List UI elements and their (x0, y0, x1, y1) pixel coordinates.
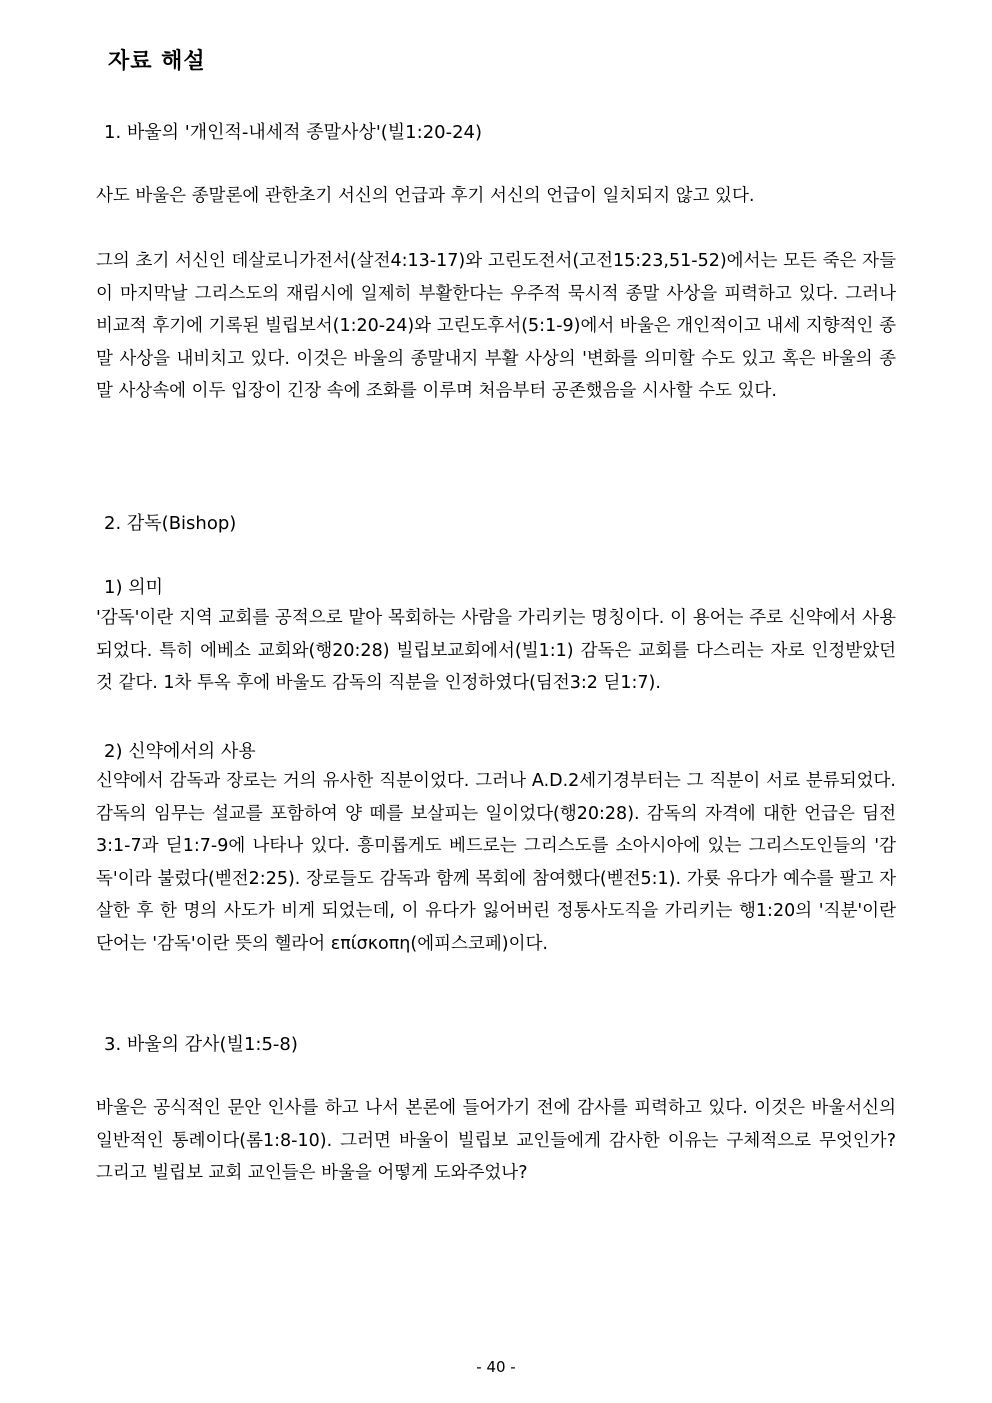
section-1-paragraph-2: 그의 초기 서신인 데살로니가전서(살전4:13-17)와 고린도전서(고전15:23,51-52)에서는 모든 죽은 자들이 마지막날 그리스도의 재림시에 일제히 부활한다는 우주적 묵시적 종말 사상을 피력하고 있다. 그러나 비교적 후기에 기록된 빌립보서(1:20-24)와 고린도후서(5:1-9)에서 바울은 개인적이고 내세 지향적인 종말 사상을 내비치고 있다. 이것은 바울의 종말내지 부활 사상의 '변화를 의미할 수도 있고 혹은 바울의 종말 사상속에 이두 입장이 긴장 속에 조화를 이루며 처음부터 공존했음을 시사할 수도 있다. (96, 251, 896, 401)
section-2-sub-1-paragraph: '감독'이란 지역 교회를 공적으로 맡아 목회하는 사람을 가리키는 명칭이다. 이 용어는 주로 신약에서 사용되었다. 특히 에베소 교회와(행20:28) 빌립보교회에서(빌1:1) 감독은 교회를 다스리는 자로 인정받았던 것 같다. 1차 투옥 후에 바울도 감독의 직분을 인정하였다(딤전3:2 딛1:7). (96, 608, 896, 693)
section-3-heading: 3. 바울의 감사(빌1:5-8) (104, 1034, 298, 1055)
page-number: - 40 - (476, 1358, 516, 1376)
section-2-sub-2-heading: 2) 신약에서의 사용 (104, 741, 256, 762)
section-2-heading: 2. 감독(Bishop) (104, 513, 237, 534)
section-2-sub-2-paragraph: 신약에서 감독과 장로는 거의 유사한 직분이었다. 그러나 A.D.2세기경부터는 그 직분이 서로 분류되었다. 감독의 임무는 설교를 포함하여 양 떼를 보살피는 일이었다(행20:28). 감독의 자격에 대한 언급은 딤전 3:1-7과 딛1:7-9에 나타나 있다. 흥미롭게도 베드로는 그리스도를 소아시아에 있는 그리스도인들의 '감독'이라 불렀다(벧전2:25). 장로들도 감독과 함께 목회에 참여했다(벧전5:1). 가룟 유다가 예수를 팔고 자살한 후 한 명의 사도가 비게 되었는데, 이 유다가 잃어버린 정통사도직을 가리키는 행1:20의 '직분'이란 단어는 '감독'이란 뜻의 헬라어 επίσκοπη(에피스코페)이다. (96, 771, 896, 954)
page-title: 자료 해설 (108, 49, 206, 74)
section-1-paragraph-1: 사도 바울은 종말론에 관한초기 서신의 언급과 후기 서신의 언급이 일치되지 않고 있다. (96, 186, 755, 206)
section-3-paragraph: 바울은 공식적인 문안 인사를 하고 나서 본론에 들어가기 전에 감사를 피력하고 있다. 이것은 바울서신의 일반적인 통례이다(롬1:8-10). 그러면 바울이 빌립보 교인들에게 감사한 이유는 구체적으로 무엇인가? 그리고 빌립보 교회 교인들은 바울을 어떻게 도와주었나? (96, 1098, 896, 1183)
section-1-heading: 1. 바울의 '개인적-내세적 종말사상'(빌1:20-24) (104, 122, 483, 143)
section-2-sub-1-heading: 1) 의미 (104, 577, 163, 598)
